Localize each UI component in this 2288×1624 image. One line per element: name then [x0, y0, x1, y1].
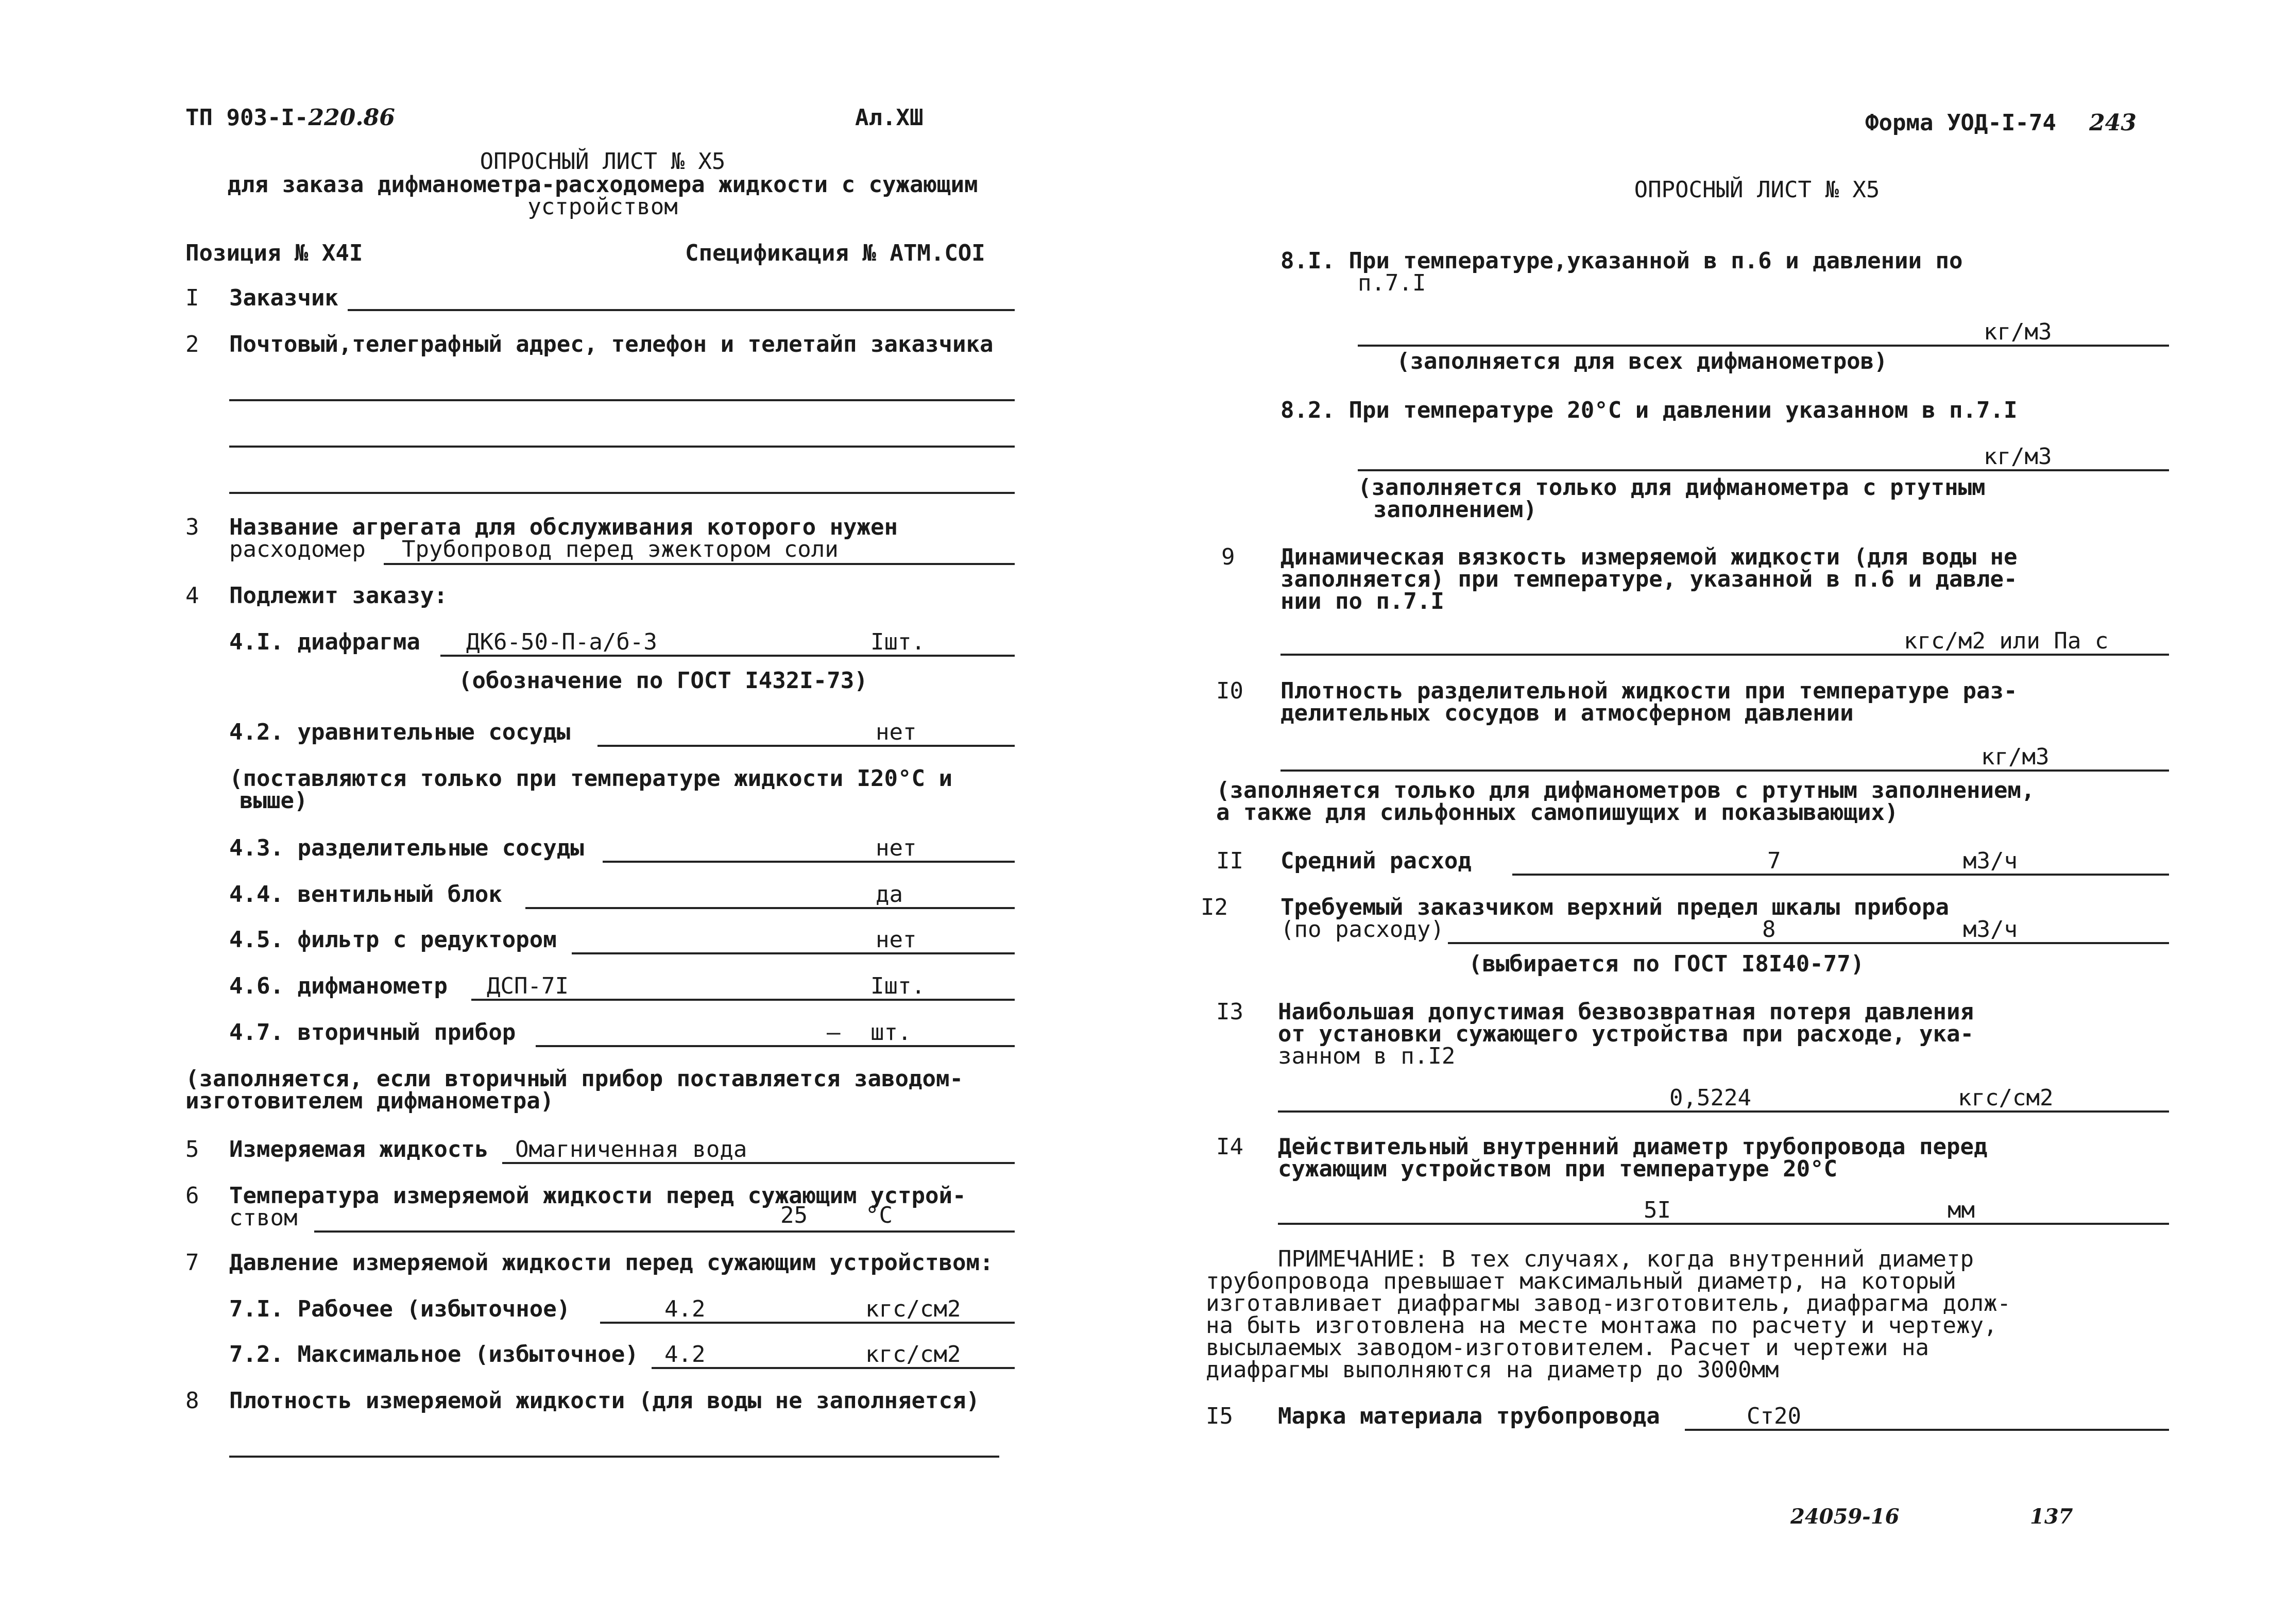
field-8-fill-line[interactable]: [229, 1456, 999, 1458]
field-8-1-unit: кг/м3: [1984, 319, 2052, 345]
field-13-label-3: занном в п.I2: [1278, 1043, 1456, 1069]
field-8-1-note: (заполняется для всех дифманометров): [1396, 348, 1888, 374]
field-12-note: (выбирается по ГОСТ I8I40-77): [1469, 951, 1865, 977]
document-code: ТП 903-I-220.86: [185, 105, 395, 131]
field-2-fill-line-1[interactable]: [229, 399, 1015, 401]
field-10-note-2: а также для сильфонных самопишущих и показывающих): [1216, 799, 1899, 826]
field-4-1-label: 4.I. диафрагма: [229, 629, 420, 655]
field-14-value: 5I: [1644, 1197, 1671, 1223]
field-8-label: Плотность измеряемой жидкости (для воды не заполняется): [229, 1388, 980, 1414]
note-line-1: ПРИМЕЧАНИЕ: В тех случаях, когда внутренний диаметр: [1278, 1246, 1974, 1272]
field-4-3-label: 4.3. разделительные сосуды: [229, 835, 584, 861]
field-4-7-note-1: (заполняется, если вторичный прибор поставляется заводом-: [185, 1066, 963, 1092]
field-14-unit: мм: [1948, 1197, 1975, 1223]
field-3-value: Трубопровод перед эжектором соли: [402, 536, 839, 562]
right-sheet: [1144, 0, 2288, 1624]
field-4-2-label: 4.2. уравнительные сосуды: [229, 719, 571, 745]
field-10-label-2: делительных сосудов и атмосферном давлении: [1280, 700, 1854, 726]
field-12-label-1: Требуемый заказчиком верхний предел шкалы прибора: [1280, 894, 1950, 920]
sheet-subtitle-2: устройством: [527, 194, 678, 220]
field-15-value: Ст20: [1747, 1403, 1801, 1429]
field-6-label-2: ством: [229, 1205, 298, 1231]
footer-code: 24059-16: [1790, 1505, 1900, 1529]
field-11-number: II: [1216, 848, 1243, 874]
specification-number: Спецификация № АТМ.СОI: [685, 240, 985, 266]
field-8-2-fill-line[interactable]: [1358, 469, 2169, 471]
field-6-label-1: Температура измеряемой жидкости перед сужающим устрой-: [229, 1183, 966, 1209]
field-10-label-1: Плотность разделительной жидкости при температуре раз-: [1280, 678, 2018, 704]
field-4-5-fill-line[interactable]: [572, 952, 1015, 954]
field-2-fill-line-3[interactable]: [229, 492, 1015, 494]
field-13-unit: кгс/см2: [1958, 1085, 2054, 1111]
field-7-2-unit: кгс/см2: [865, 1341, 961, 1367]
note-line-6: диафрагмы выполняются на диаметр до 3000мм: [1206, 1357, 1779, 1383]
field-1-number: I: [185, 285, 199, 311]
sheet-subtitle-1: для заказа дифманометра-расходомера жидкости с сужающим: [227, 172, 978, 198]
field-3-fill-line[interactable]: [384, 563, 1015, 565]
field-7-number: 7: [185, 1250, 199, 1276]
field-11-value: 7: [1767, 848, 1781, 874]
sheet-number: Ал.XШ: [855, 105, 924, 131]
field-3-label-2: расходомер: [229, 536, 366, 562]
field-7-1-fill-line[interactable]: [600, 1322, 1015, 1324]
field-12-fill-line[interactable]: [1448, 942, 2169, 944]
field-13-label-2: от установки сужающего устройства при расходе, ука-: [1278, 1021, 1974, 1047]
field-8-number: 8: [185, 1388, 199, 1414]
field-8-1-fill-line[interactable]: [1358, 345, 2169, 347]
field-4-label: Подлежит заказу:: [229, 583, 448, 609]
field-4-1-value: ДК6-50-П-а/б-3: [466, 629, 657, 655]
field-12-value: 8: [1762, 916, 1776, 943]
field-11-label: Средний расход: [1280, 848, 1472, 874]
field-4-7-value: —: [827, 1019, 841, 1046]
field-4-2-value: нет: [876, 719, 917, 745]
form-code: Форма УОД-I-74: [1865, 110, 2056, 136]
field-10-fill-line[interactable]: [1280, 770, 2169, 772]
field-15-label: Марка материала трубопровода: [1278, 1403, 1660, 1429]
field-5-number: 5: [185, 1136, 199, 1163]
field-8-2-unit: кг/м3: [1984, 443, 2052, 470]
field-12-label-2: (по расходу): [1280, 916, 1444, 943]
field-13-label-1: Наибольшая допустимая безвозвратная потеря давления: [1278, 999, 1974, 1025]
field-4-number: 4: [185, 583, 199, 609]
field-4-4-fill-line[interactable]: [525, 907, 1015, 909]
note-line-2: трубопровода превышает максимальный диаметр, на который: [1206, 1268, 1956, 1294]
field-15-fill-line[interactable]: [1685, 1429, 2169, 1431]
note-line-4: на быть изготовлена на месте монтажа по расчету и чертежу,: [1206, 1312, 1997, 1339]
field-10-note-1: (заполняется только для дифманометров с ртутным заполнением,: [1216, 777, 2035, 804]
field-4-6-label: 4.6. дифманометр: [229, 973, 448, 999]
field-4-1-quantity: Iшт.: [870, 629, 925, 655]
field-4-5-value: нет: [876, 927, 917, 953]
field-15-number: I5: [1206, 1403, 1233, 1429]
field-8-1-label-2: п.7.I: [1358, 270, 1426, 296]
field-6-unit: °С: [865, 1202, 893, 1228]
field-2-number: 2: [185, 331, 199, 357]
field-4-2-note-2: выше): [240, 788, 308, 814]
field-3-number: 3: [185, 514, 199, 540]
field-14-label-2: сужающим устройством при температуре 20°С: [1278, 1156, 1838, 1182]
sheet-title: ОПРОСНЫЙ ЛИСТ № Х5: [480, 148, 726, 175]
sheet-title: ОПРОСНЫЙ ЛИСТ № Х5: [1634, 177, 1880, 203]
field-10-unit: кг/м3: [1981, 744, 2050, 770]
field-9-unit: кгс/м2 или Па с: [1904, 628, 2109, 654]
field-4-6-fill-line[interactable]: [471, 999, 1015, 1001]
field-12-unit: м3/ч: [1963, 916, 2018, 943]
field-2-fill-line-2[interactable]: [229, 446, 1015, 448]
field-4-7-label: 4.7. вторичный прибор: [229, 1019, 516, 1046]
field-8-2-label: 8.2. При температуре 20°С и давлении указанном в п.7.I: [1280, 397, 2018, 423]
field-4-2-fill-line[interactable]: [597, 745, 1015, 747]
field-4-5-label: 4.5. фильтр с редуктором: [229, 927, 557, 953]
field-7-1-label: 7.I. Рабочее (избыточное): [229, 1296, 571, 1322]
field-4-7-unit: шт.: [870, 1019, 912, 1046]
field-6-number: 6: [185, 1183, 199, 1209]
field-7-2-label: 7.2. Максимальное (избыточное): [229, 1341, 639, 1367]
field-4-3-value: нет: [876, 835, 917, 861]
field-4-2-note-1: (поставляются только при температуре жидкости I20°С и: [229, 765, 952, 792]
field-6-fill-line[interactable]: [314, 1230, 1015, 1233]
field-13-fill-line[interactable]: [1278, 1110, 2169, 1113]
field-8-2-note-1: (заполняется только для дифманометра с ртутным: [1358, 474, 1986, 501]
field-4-7-note-2: изготовителем дифманометра): [185, 1088, 554, 1114]
field-9-label-1: Динамическая вязкость измеряемой жидкости (для воды не: [1280, 544, 2018, 570]
field-7-2-fill-line[interactable]: [652, 1367, 1015, 1369]
position-number: Позиция № Х4I: [185, 240, 363, 266]
field-11-fill-line[interactable]: [1512, 874, 2169, 876]
field-9-fill-line[interactable]: [1280, 654, 2169, 656]
field-1-fill-line[interactable]: [348, 309, 1015, 311]
field-8-2-note-2: заполнением): [1373, 497, 1537, 523]
handwritten-page-number: 243: [2089, 110, 2137, 136]
field-4-1-fill-line[interactable]: [440, 655, 1015, 657]
field-13-value: 0,5224: [1669, 1085, 1751, 1111]
field-12-number: I2: [1201, 894, 1228, 920]
note-line-3: изготавливает диафрагмы завод-изготовитель, диафрагма долж-: [1206, 1290, 2011, 1317]
field-4-4-label: 4.4. вентильный блок: [229, 881, 502, 908]
field-4-1-note: (обозначение по ГОСТ I432I-73): [458, 668, 868, 694]
field-3-label-1: Название агрегата для обслуживания которого нужен: [229, 514, 898, 540]
field-10-number: I0: [1216, 678, 1243, 704]
field-7-1-unit: кгс/см2: [865, 1296, 961, 1322]
handwritten-doc-number: 220.86: [308, 105, 395, 131]
field-5-value: Омагниченная вода: [515, 1136, 747, 1163]
field-8-1-label-1: 8.I. При температуре,указанной в п.6 и давлении по: [1280, 248, 1963, 274]
field-9-label-3: нии по п.7.I: [1280, 588, 1444, 614]
field-4-3-fill-line[interactable]: [603, 861, 1015, 863]
field-1-label: Заказчик: [229, 285, 338, 311]
field-4-4-value: да: [876, 881, 903, 908]
field-14-fill-line[interactable]: [1278, 1223, 2169, 1225]
field-5-label: Измеряемая жидкость: [229, 1136, 489, 1163]
field-13-number: I3: [1216, 999, 1243, 1025]
field-4-6-value: ДСП-7I: [487, 973, 569, 999]
field-11-unit: м3/ч: [1963, 848, 2018, 874]
field-14-number: I4: [1216, 1134, 1243, 1160]
field-9-number: 9: [1221, 544, 1235, 570]
field-4-6-quantity: Iшт.: [870, 973, 925, 999]
field-7-1-value: 4.2: [664, 1296, 706, 1322]
field-5-fill-line[interactable]: [502, 1162, 1015, 1164]
field-4-7-fill-line[interactable]: [536, 1045, 1015, 1047]
field-6-value: 25: [780, 1202, 808, 1228]
field-14-label-1: Действительный внутренний диаметр трубопровода перед: [1278, 1134, 1988, 1160]
field-7-2-value: 4.2: [664, 1341, 706, 1367]
field-2-label: Почтовый,телеграфный адрес, телефон и телетайп заказчика: [229, 331, 994, 357]
field-9-label-2: заполняется) при температуре, указанной в п.6 и давле-: [1280, 566, 2018, 592]
field-7-label: Давление измеряемой жидкости перед сужающим устройством:: [229, 1250, 994, 1276]
footer-page-number: 137: [2030, 1505, 2073, 1529]
note-line-5: высылаемых заводом-изготовителем. Расчет и чертежи на: [1206, 1335, 1929, 1361]
